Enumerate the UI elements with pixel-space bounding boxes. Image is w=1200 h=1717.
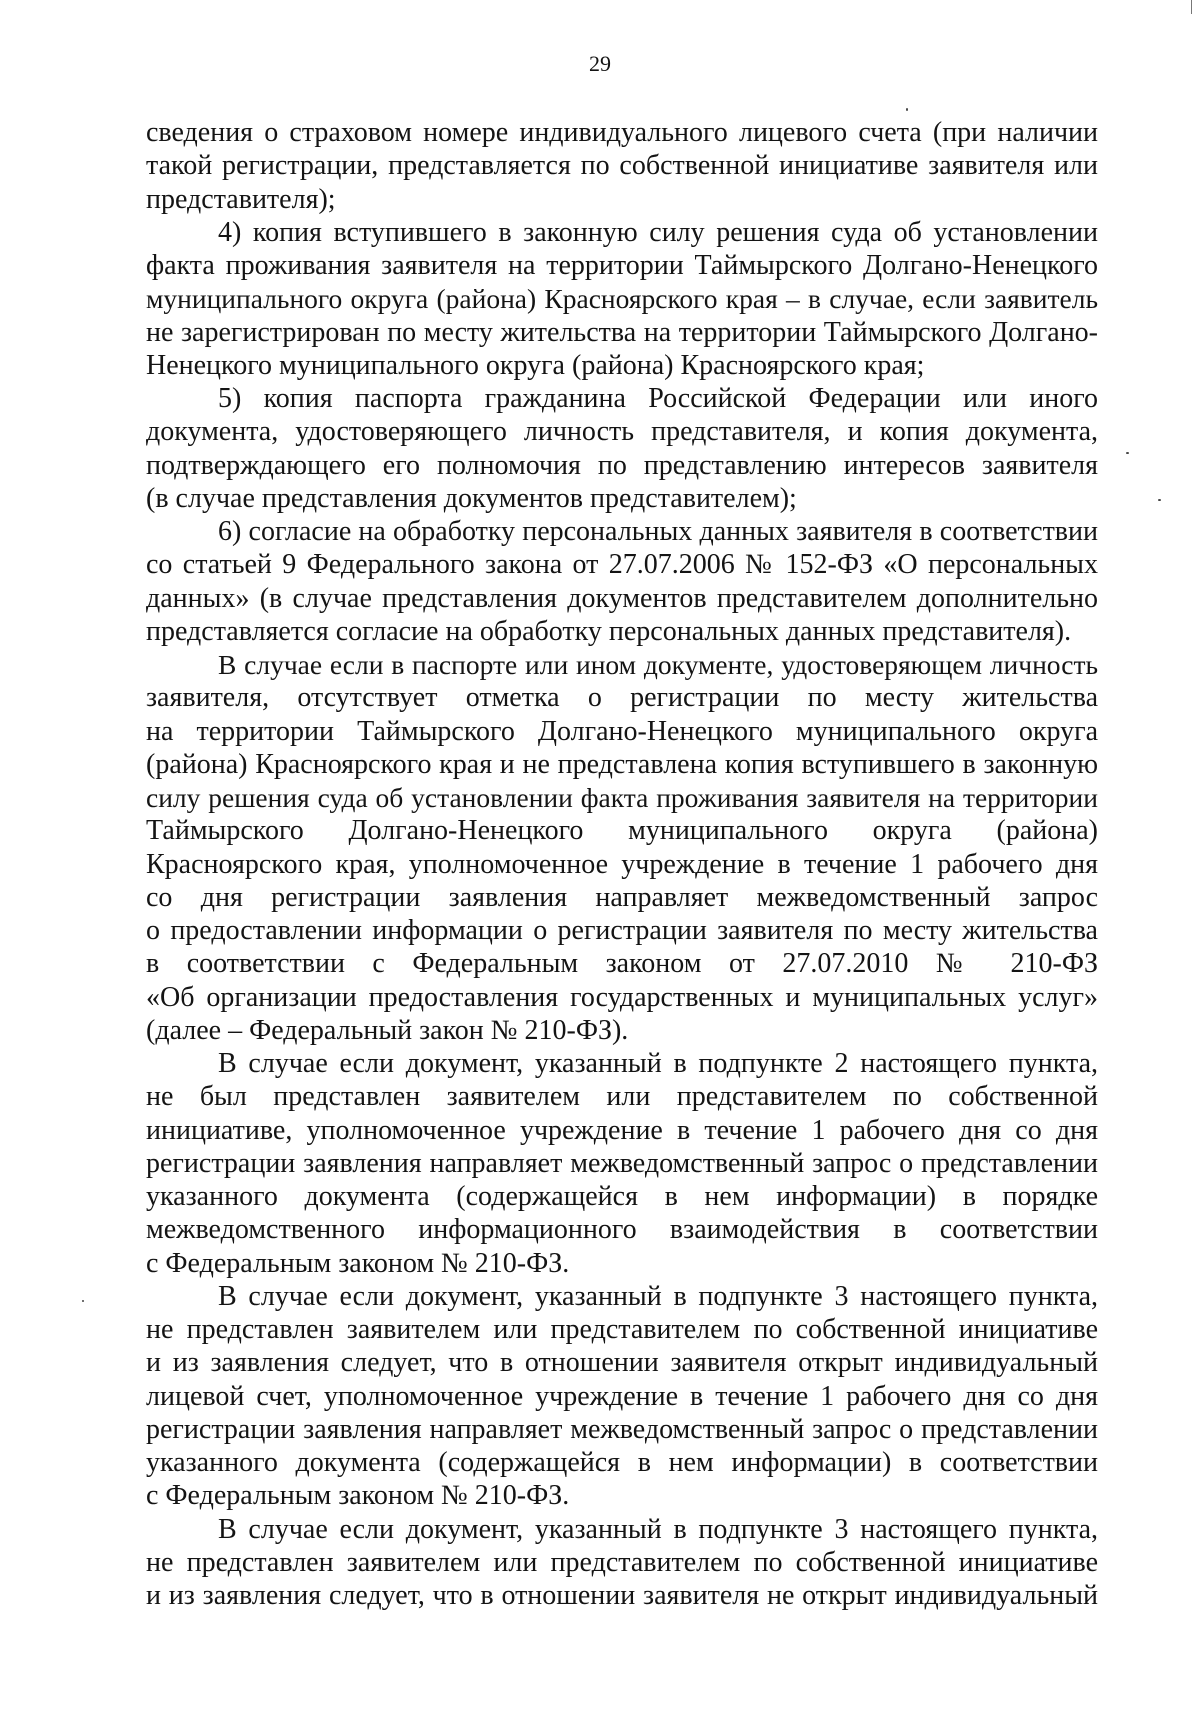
text-line: о предоставлении информации о регистрации заявителя по месту жительства xyxy=(146,915,1098,946)
text-line: не зарегистрирован по месту жительства на территории Таймырского Долгано- xyxy=(146,316,1098,348)
text-line: документа, удостоверяющего личность представителя, и копия документа, xyxy=(146,416,1098,448)
scan-speck xyxy=(906,108,908,111)
scan-edge-mark xyxy=(1191,0,1192,14)
text-line: на территории Таймырского Долгано-Ненецкого муниципального округа xyxy=(146,715,1098,747)
scan-speck xyxy=(1126,452,1129,454)
text-line: В случае если документ, указанный в подпункте 3 настоящего пункта, xyxy=(218,1280,1098,1312)
text-line: со статьей 9 Федерального закона от 27.07.2006 № 152-ФЗ «О персональных xyxy=(146,549,1098,581)
text-line: В случае если документ, указанный в подпункте 3 настоящего пункта, xyxy=(218,1513,1098,1545)
text-line: сведения о страховом номере индивидуального лицевого счета (при наличии xyxy=(146,117,1098,148)
text-line: и из заявления следует, что в отношении заявителя открыт индивидуальный xyxy=(146,1347,1098,1379)
text-line: и из заявления следует, что в отношении заявителя не открыт индивидуальный xyxy=(146,1580,1098,1611)
text-line: такой регистрации, представляется по собственной инициативе заявителя или xyxy=(146,150,1098,182)
text-line: Ненецкого муниципального округа (района) Красноярского края; xyxy=(146,349,925,381)
text-line: (района) Красноярского края и не представлена копия вступившего в законную xyxy=(146,748,1098,780)
text-line: не был представлен заявителем или представителем по собственной xyxy=(146,1081,1098,1113)
text-line: с Федеральным законом № 210-ФЗ. xyxy=(146,1480,570,1512)
text-line: 5) копия паспорта гражданина Российской Федерации или иного xyxy=(218,383,1098,414)
text-line: В случае если документ, указанный в подпункте 2 настоящего пункта, xyxy=(218,1048,1098,1079)
text-line: факта проживания заявителя на территории Таймырского Долгано-Ненецкого xyxy=(146,250,1098,281)
text-line: инициативе, уполномоченное учреждение в течение 1 рабочего дня со дня xyxy=(146,1114,1098,1146)
text-line: со дня регистрации заявления направляет межведомственный запрос xyxy=(146,881,1098,913)
text-line: представителя); xyxy=(146,183,336,215)
text-line: лицевой счет, уполномоченное учреждение в течение 1 рабочего дня со дня xyxy=(146,1380,1098,1412)
text-line: подтверждающего его полномочия по представлению интересов заявителя xyxy=(146,449,1098,481)
text-line: данных» (в случае представления документов представителем дополнительно xyxy=(146,582,1098,614)
text-line: «Об организации предоставления государственных и муниципальных услуг» xyxy=(146,981,1098,1013)
text-line: не представлен заявителем или представителем по собственной инициативе xyxy=(146,1314,1098,1345)
text-line: В случае если в паспорте или ином документе, удостоверяющем личность xyxy=(218,649,1098,680)
text-line: представляется согласие на обработку персональных данных представителя). xyxy=(146,615,1072,647)
text-line: (в случае представления документов представителем); xyxy=(146,482,797,514)
text-line: Красноярского края, уполномоченное учреждение в течение 1 рабочего дня xyxy=(146,848,1098,880)
text-line: в соответствии с Федеральным законом от 27.07.2010 № 210-ФЗ xyxy=(146,948,1098,980)
scan-speck xyxy=(1158,499,1161,501)
text-line: межведомственного информационного взаимодействия в соответствии xyxy=(146,1214,1098,1246)
text-line: указанного документа (содержащейся в нем информации) в соответствии xyxy=(146,1447,1098,1478)
scan-speck xyxy=(82,1300,84,1302)
text-line: указанного документа (содержащейся в нем информации) в порядке xyxy=(146,1181,1098,1212)
text-line: муниципального округа (района) Красноярского края – в случае, если заявитель xyxy=(146,283,1098,315)
page-number: 29 xyxy=(589,51,611,76)
text-line: Таймырского Долгано-Ненецкого муниципального округа (района) xyxy=(146,815,1098,847)
text-line: регистрации заявления направляет межведомственный запрос о представлении xyxy=(146,1413,1098,1445)
text-line: силу решения суда об установлении факта проживания заявителя на территории xyxy=(146,782,1098,813)
text-line: 6) согласие на обработку персональных данных заявителя в соответствии xyxy=(218,516,1098,547)
text-line: заявителя, отсутствует отметка о регистрации по месту жительства xyxy=(146,682,1098,714)
text-line: (далее – Федеральный закон № 210-ФЗ). xyxy=(146,1014,629,1046)
text-line: не представлен заявителем или представителем по собственной инициативе xyxy=(146,1546,1098,1578)
document-body xyxy=(146,116,1098,1612)
text-line: с Федеральным законом № 210-ФЗ. xyxy=(146,1247,570,1279)
text-line: регистрации заявления направляет межведомственный запрос о представлении xyxy=(146,1147,1098,1179)
text-line: 4) копия вступившего в законную силу решения суда об установлении xyxy=(218,216,1098,248)
